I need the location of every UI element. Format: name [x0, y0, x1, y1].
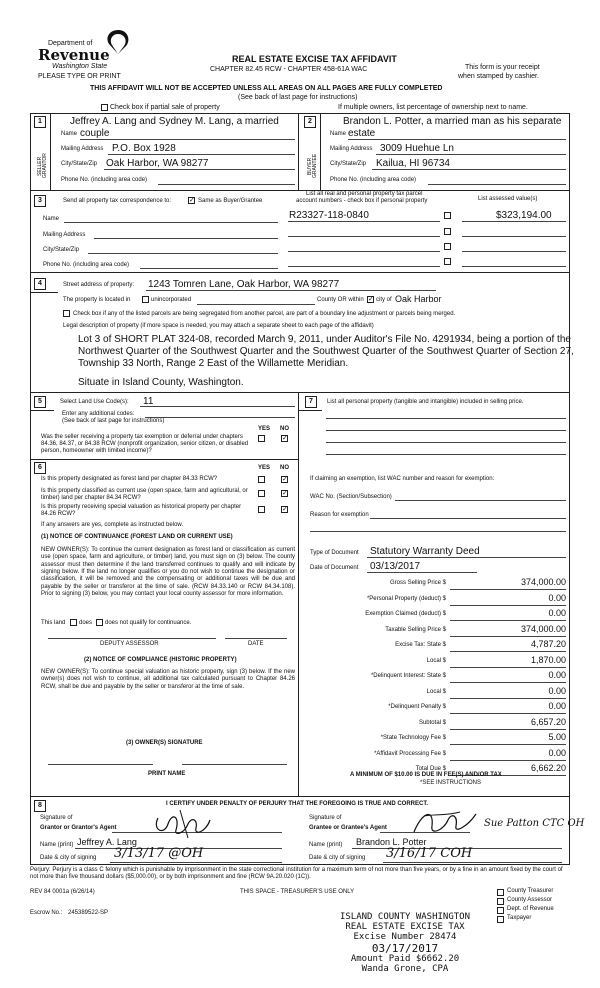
parcels-header-2: account numbers - check box if personal property [296, 198, 428, 204]
receipt-note-2: when stamped by cashier. [458, 73, 539, 80]
logo-emblem-icon [104, 28, 132, 62]
grantee-agent-label: Grantee or Grantee's Agent [309, 825, 387, 831]
personal-property-checkbox-2[interactable] [444, 228, 451, 235]
escrow-number: 245389522-SP [68, 910, 109, 916]
does-not-label: does not qualify for continuance. [105, 620, 192, 626]
s6-q2-yes[interactable] [258, 490, 265, 497]
personal-property-label: List all personal property (tangible and intangible) included in selling price. [327, 399, 524, 405]
does-label: does [79, 620, 93, 626]
tax-value[interactable]: 374,000.00 [520, 577, 566, 587]
segregation-label: Check box if any of the listed parcels are being segregated from another parcel, are part of a boundary line adjustment or parcels being merged. [73, 311, 456, 317]
recording-stamp [325, 913, 485, 975]
s3-city-label: City/State/Zip [43, 247, 80, 253]
grantee-signature [410, 806, 480, 838]
segregation-checkbox[interactable] [63, 310, 70, 317]
section-7-number: 7 [305, 396, 317, 408]
seller-name-line1[interactable]: Jeffrey A. Lang and Sydney M. Lang, a married [70, 116, 279, 127]
street-label: Street address of property: [63, 282, 135, 288]
grantor-name[interactable]: Jeffrey A. Lang [77, 837, 137, 847]
unincorporated-checkbox[interactable] [142, 296, 149, 303]
tax-value[interactable]: 0.00 [548, 701, 566, 711]
s6-q3: Is this property receiving special valuation as historical property per chapter 84.26 RCW? [41, 504, 242, 517]
buyer-mail-label: Mailing Address [330, 146, 373, 152]
seller-phone-label: Phone No. (including area code) [61, 177, 148, 183]
deputy-date: DATE [248, 641, 264, 647]
grantor-signature [150, 806, 220, 840]
buyer-name-label: Name [330, 131, 347, 137]
s5-question: Was the seller receiving a property tax exemption or deferral under chapters 84.36, 84.37, or 84.38 RCW (nonprofit organization, senior citizen, or disabled person, homeowner with limited income)? [41, 434, 249, 454]
seller-mail[interactable]: P.O. Box 1928 [112, 143, 176, 154]
form-chapter: CHAPTER 82.45 RCW - CHAPTER 458-61A WAC [210, 66, 368, 73]
s3-mail-label: Mailing Address [43, 232, 86, 238]
notice2-title: (2) NOTICE OF COMPLIANCE (HISTORIC PROPERTY) [84, 657, 237, 663]
s5-yes-checkbox[interactable] [258, 435, 265, 442]
seller-city[interactable]: Oak Harbor, WA 98277 [106, 158, 209, 169]
s6-q3-yes[interactable] [258, 506, 265, 513]
tax-value[interactable]: 6,662.20 [530, 763, 566, 773]
grantee-name-label: Name (print) [309, 842, 343, 848]
stamp-county: ISLAND COUNTY WASHINGTON [339, 912, 471, 922]
does-checkbox[interactable] [70, 619, 77, 626]
notice2-body: NEW OWNER(S): To continue special valuation as historic property, sign (3) below. If the new owner(s) does not wish to continue, all additional tax calculated pursuant to Chapter 84.26 RCW, shall be due and payable by the seller or transferor at the time of sale. [41, 669, 295, 690]
additional-codes-label: Enter any additional codes: [62, 411, 135, 417]
tax-value[interactable]: 1,870.00 [530, 654, 566, 665]
doc-type[interactable]: Statutory Warranty Deed [370, 546, 480, 557]
buyer-city-label: City/State/Zip [330, 161, 367, 167]
tax-value[interactable]: 0.00 [548, 747, 566, 758]
located-in-label: The property is located in [63, 297, 131, 303]
buyer-name-line2[interactable]: estate [348, 128, 376, 139]
logo-top: Department of [48, 40, 93, 47]
same-as-buyer-label: Same as Buyer/Grantee [198, 198, 263, 204]
tax-value[interactable]: 5.00 [548, 732, 566, 742]
rev-number: REV 84 0001a (6/26/14) [30, 889, 95, 895]
tax-value[interactable]: 0.00 [548, 685, 566, 696]
does-not-checkbox[interactable] [96, 619, 103, 626]
tax-label: Local $ [426, 657, 446, 664]
buyer-city[interactable]: Kailua, HI 96734 [376, 158, 450, 169]
city-of-label: city of [376, 297, 392, 303]
section-6-number: 6 [34, 462, 46, 474]
city-name[interactable]: Oak Harbor [395, 294, 442, 304]
please-type: PLEASE TYPE OR PRINT [38, 73, 121, 80]
grantee-name[interactable]: Brandon L. Potter [356, 837, 427, 847]
send-to-label: Send all property tax correspondence to: [63, 198, 172, 204]
stamp-excise-number: Excise Number 28474 [353, 931, 457, 942]
multiple-owners-note: If multiple owners, list percentage of ownership next to name. [338, 104, 528, 111]
tax-label: Local $ [426, 688, 446, 695]
grantee-date[interactable]: 3/16/17 COH [386, 846, 473, 861]
seller-name-line2[interactable]: couple [80, 128, 110, 139]
buyer-phone-label: Phone No. (including area code) [330, 177, 417, 183]
if-yes-note: If any answers are yes, complete as instructed below. [41, 522, 184, 528]
parcels-header-1: List all real and personal property tax parcel [306, 191, 423, 197]
legal-line-4[interactable]: Situate in Island County, Washington. [78, 377, 244, 388]
notice1-body: NEW OWNER(S): To continue the current designation as forest land or classification as current use (open space, farm and agriculture, or timber) land, you must sign on (3) below. The county assessor must then determine if the land transferred continues to qualify and will indicate by signing below. If the land no longer qualifies or you do not wish to continue the designation or classification, it will be removed and the compensating or additional taxes will be due and payable by the seller or transferor at the time of sale. (RCW 84.33.140 or RCW 84.34.108). Prior to signing (3) below, you may contact your local county assessor for more information. [41, 547, 295, 597]
print-name-label: PRINT NAME [148, 771, 186, 777]
section-8-number: 8 [34, 800, 46, 812]
s5-yes-header: YES [258, 426, 271, 432]
legal-line-1[interactable]: Lot 3 of SHORT PLAT 324-08, recorded March 9, 2011, under Auditor's File No. 4291934, being a portion of the [78, 334, 571, 345]
treasurer-use: THIS SPACE - TREASURER'S USE ONLY [240, 889, 355, 895]
grantor-date[interactable]: 3/13/17 @OH [114, 846, 204, 861]
perjury-note: Perjury: Perjury is a class C felony which is punishable by imprisonment in the state correctional institution for a maximum term of not more than five years, or by a fine in an amount fixed by the court of not more than five thousand dollars ($5,000.00), or by both imprisonment and fine (RCW 9A.20.020 (1C)). [30, 867, 563, 880]
same-as-buyer-checkbox[interactable]: ✓ [189, 197, 195, 204]
deputy-assessor: DEPUTY ASSESSOR [100, 641, 159, 647]
land-use-label: Select Land Use Code(s): [60, 399, 129, 405]
city-checkbox[interactable]: ✓ [368, 296, 374, 303]
stamp-tax: REAL ESTATE EXCISE TAX [345, 921, 465, 932]
county-within-label: County OR within [317, 297, 364, 303]
seller-mail-label: Mailing Address [61, 146, 104, 152]
logo-sub: Washington State [52, 63, 108, 70]
grantor-date-label: Date & city of signing [40, 855, 97, 861]
stamp-date: 03/17/2017 [371, 941, 439, 955]
notice1-title: (1) NOTICE OF CONTINUANCE (FOREST LAND OR CURRENT USE) [41, 534, 233, 540]
tax-value[interactable]: 0.00 [548, 670, 566, 680]
doc-date[interactable]: 03/13/2017 [370, 561, 421, 572]
parcel-number[interactable]: R23327-118-0840 [289, 210, 369, 221]
doc-date-label: Date of Document [310, 565, 359, 571]
tax-label: Excise Tax: State $ [395, 642, 446, 648]
s5-no-header: NO [280, 426, 289, 432]
copy-label: Dept. of Revenue [507, 906, 554, 912]
copy-checkbox[interactable] [497, 889, 504, 896]
section-4-number: 4 [34, 278, 46, 290]
owner-signature-label: (3) OWNER(S) SIGNATURE [126, 740, 203, 746]
minimum-fee-note: A MINIMUM OF $10.00 IS DUE IN FEE(S) AND/OR TAX [350, 772, 502, 778]
tax-label: Taxable Selling Price $ [385, 626, 446, 633]
grantor-agent-label: Grantor or Grantor's Agent [40, 825, 117, 831]
personal-property-checkbox-1[interactable] [444, 212, 451, 219]
s3-phone-label: Phone No. (including area code) [43, 262, 130, 268]
s6-q2: Is this property classified as current use (open space, farm and agricultural, or timber) land per chapter 84.34 RCW? [41, 488, 248, 501]
tax-label: Total Due $ [415, 766, 446, 772]
tax-label: *Personal Property (deduct) $ [366, 595, 446, 602]
tax-label: *Affidavit Processing Fee $ [374, 750, 446, 757]
grantor-name-label: Name (print) [40, 842, 74, 848]
exemption-claim-label: If claiming an exemption, list WAC number and reason for exemption: [310, 476, 495, 482]
partial-sale-label: Check box if partial sale of property [110, 104, 220, 111]
tax-label: Subtotal $ [418, 719, 446, 726]
section-5-number: 5 [34, 396, 46, 408]
tax-label: Gross Selling Price $ [389, 580, 446, 586]
seller-vertical-label: SELLER GRANTOR [37, 153, 48, 179]
see-instructions: *SEE INSTRUCTIONS [420, 780, 482, 786]
doc-type-label: Type of Document [310, 550, 359, 556]
tax-label: *State Technology Fee $ [380, 735, 446, 741]
copy-label: County Assessor [507, 897, 553, 903]
s3-name-label: Name [43, 216, 60, 222]
grantee-date-label: Date & city of signing [309, 855, 366, 861]
copy-label: Taxpayer [507, 915, 532, 921]
stamp-signer: Wanda Grone, CPA [361, 964, 449, 975]
unincorporated-label: unincorporated [151, 297, 192, 303]
grantee-sig-label: Signature of [309, 815, 342, 821]
tax-label: *Delinquent Interest: State $ [370, 673, 446, 679]
legal-line-3[interactable]: Township 33 North, Range 2 East of the Willamette Meridian. [78, 358, 349, 369]
section-3-number: 3 [34, 195, 46, 207]
street-address[interactable]: 1243 Tomren Lane, Oak Harbor, WA 98277 [148, 279, 340, 290]
tax-value[interactable]: 4,787.20 [530, 639, 566, 649]
personal-property-checkbox-3[interactable] [444, 243, 451, 250]
s6-q2-no[interactable]: ✓ [282, 490, 288, 497]
land-use-see-back: (See back of last page for instructions) [62, 418, 165, 424]
personal-property-checkbox-4[interactable] [444, 258, 451, 265]
tax-value[interactable]: 0.00 [548, 608, 566, 618]
assessed-value[interactable]: $323,194.00 [496, 210, 552, 221]
tax-label: Exemption Claimed (deduct) $ [365, 611, 446, 617]
section-1-number: 1 [34, 116, 46, 128]
s6-no-header: NO [280, 465, 289, 471]
stamp-amount: Amount Paid $6662.20 [350, 954, 460, 965]
grantee-city-note[interactable]: Sue Patton CTC OH [484, 818, 585, 829]
certify-statement: I CERTIFY UNDER PENALTY OF PERJURY THAT THE FOREGOING IS TRUE AND CORRECT. [166, 801, 429, 807]
section-2-number: 2 [304, 116, 316, 128]
copy-checkbox[interactable] [497, 916, 504, 923]
warning-text: THIS AFFIDAVIT WILL NOT BE ACCEPTED UNLESS ALL AREAS ON ALL PAGES ARE FULLY COMPLETED [90, 85, 443, 92]
s6-q1-no[interactable]: ✓ [282, 476, 288, 483]
copy-checkbox[interactable] [497, 898, 504, 905]
buyer-name-line1[interactable]: Brandon L. Potter, a married man as his separate [343, 116, 562, 127]
wac-no-label: WAC No. (Section/Subsection) [310, 494, 392, 500]
buyer-vertical-label: BUYER GRANTEE [307, 153, 318, 179]
legal-line-2[interactable]: Northwest Quarter of the Southwest Quarter and the Southwest Quarter of the Southwest Quarter of Section 27, [78, 346, 574, 357]
copy-checkbox[interactable] [497, 907, 504, 914]
tax-label: *Delinquent Penalty $ [388, 704, 446, 710]
s6-yes-header: YES [258, 465, 271, 471]
seller-city-label: City/State/Zip [61, 161, 98, 167]
reason-label: Reason for exemption [310, 512, 369, 518]
receipt-note-1: This form is your receipt [465, 64, 540, 71]
see-back: (See back of last page for instructions) [238, 94, 358, 101]
form-title: REAL ESTATE EXCISE TAX AFFIDAVIT [232, 54, 397, 64]
logo-main: Revenue [38, 46, 110, 64]
tax-value[interactable]: 374,000.00 [520, 623, 566, 634]
s6-q3-no[interactable]: ✓ [282, 506, 288, 513]
this-land-label: This land [41, 620, 66, 626]
assessed-header: List assessed value(s) [478, 196, 538, 202]
land-use-code[interactable]: 11 [143, 396, 154, 407]
partial-sale-checkbox[interactable] [101, 104, 108, 111]
s6-q1-yes[interactable] [258, 476, 265, 483]
copy-label: County Treasurer [507, 888, 554, 894]
escrow-label: Escrow No.: [30, 910, 63, 916]
seller-name-label: Name [61, 131, 78, 137]
buyer-mail[interactable]: 3009 Huehue Ln [380, 143, 454, 154]
s5-no-checkbox[interactable]: ✓ [282, 435, 288, 442]
s6-q1: Is this property designated as forest land per chapter 84.33 RCW? [41, 476, 218, 482]
legal-label: Legal description of property (if more space is needed, you may attach a separate sheet to each page of the affidavit) [63, 323, 374, 329]
grantor-sig-label: Signature of [40, 815, 73, 821]
tax-value[interactable]: 6,657.20 [530, 716, 566, 727]
tax-value[interactable]: 0.00 [548, 592, 566, 603]
